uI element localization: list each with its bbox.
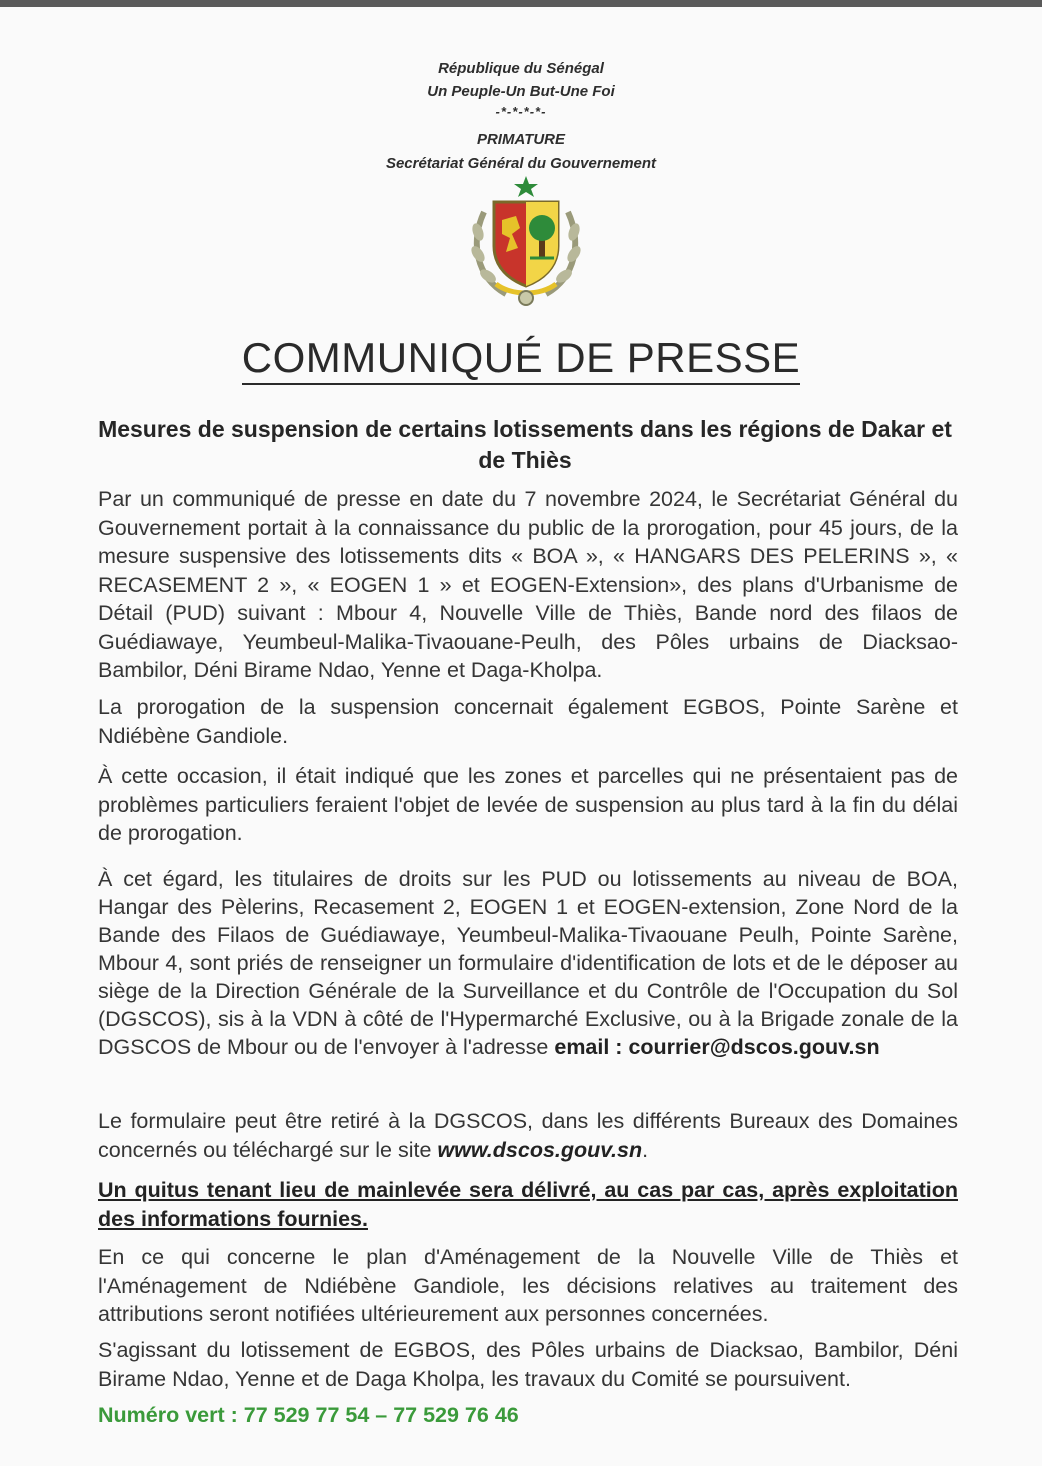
paragraph-5 xyxy=(98,1107,958,1164)
paragraph-5-text: Le formulaire peut être retiré à la DGSCOS, dans les différents Bureaux des Domaines concernés ou téléchargé sur le site xyxy=(98,1109,958,1162)
republic-name: République du Sénégal xyxy=(438,60,604,77)
paragraph-4-text: À cet égard, les titulaires de droits sur les PUD ou lotissements au niveau de BOA, Hangar des Pèlerins, Recasement 2, EOGEN 1 et EOGEN-extension, Zone Nord de la Bande des Filaos de Guédiawaye, Yeumbeul-Malika-Tivaouane Peulh, Pointe Sarène, Mbour 4, sont priés de renseigner un formulaire d'identification de lots et de le déposer au siège de la Direction Générale de la Surveillance et du Contrôle de l'Occupation du Sol (DGSCOS), sis à la VDN à côté de l'Hypermarché Exclusive, ou à la Brigade zonale de la DGSCOS de Mbour ou de l'envoyer à l'adresse xyxy=(98,867,958,1059)
department-name: Secrétariat Général du Gouvernement xyxy=(385,155,657,172)
subtitle: Mesures de suspension de certains lotissements dans les régions de Dakar et de Thiès xyxy=(98,416,952,473)
paragraph-4 xyxy=(98,865,958,1061)
office-name: PRIMATURE xyxy=(476,131,566,148)
hotline-number: Numéro vert : 77 529 77 54 – 77 529 76 46 xyxy=(98,1403,519,1427)
national-motto: Un Peuple-Un But-Une Foi xyxy=(427,83,615,100)
paragraph-1: Par un communiqué de presse en date du 7 novembre 2024, le Secrétariat Général du Gouvernement portait à la connaissance du public de la prorogation, pour 45 jours, de la mesure suspensive des lotissements dits « BOA », « HANGARS DES PELERINS », « RECASEMENT 2 », « EOGEN 1 » et EOGEN-Extension», des plans d'Urbanisme de Détail (PUD) suivant : Mbour 4, Nouvelle Ville de Thiès, Bande nord des filaos de Guédiawaye, Yeumbeul-Malika-Tivaouane-Peulh, des Pôles urbains de Diacksao-Bambilor, Déni Birame Ndao, Yenne et Daga-Kholpa. xyxy=(98,487,958,682)
paragraph-5-end: . xyxy=(642,1137,649,1162)
paragraph-2: La prorogation de la suspension concernait également EGBOS, Pointe Sarène et Ndiébène Gandiole. xyxy=(98,695,958,748)
website-link[interactable]: www.dscos.gouv.sn xyxy=(437,1137,643,1162)
paragraph-8: S'agissant du lotissement de EGBOS, des Pôles urbains de Diacksao, Bambilor, Déni Birame Ndao, Yenne et de Daga Kholpa, les travaux du Comité se poursuivent. xyxy=(98,1338,958,1391)
coat-of-arms-icon xyxy=(466,172,586,308)
paragraph-7: En ce qui concerne le plan d'Aménagement de la Nouvelle Ville de Thiès et l'Aménagement de Ndiébène Gandiole, les décisions relatives au traitement des attributions seront notifiées ultérieurement aux personnes concernées. xyxy=(98,1245,958,1326)
contact-email[interactable]: email : courrier@dscos.gouv.sn xyxy=(554,1035,880,1059)
page-title: COMMUNIQUÉ DE PRESSE xyxy=(0,334,1042,382)
paragraph-6-emphasis: Un quitus tenant lieu de mainlevée sera délivré, au cas par cas, après exploitation des informations fournies. xyxy=(98,1178,958,1231)
top-bar xyxy=(0,0,1042,7)
paragraph-3: À cette occasion, il était indiqué que les zones et parcelles qui ne présentaient pas de problèmes particuliers feraient l'objet de levée de suspension au plus tard à la fin du délai de prorogation. xyxy=(98,764,958,845)
header-separator: -*-*-*-*- xyxy=(495,104,547,119)
